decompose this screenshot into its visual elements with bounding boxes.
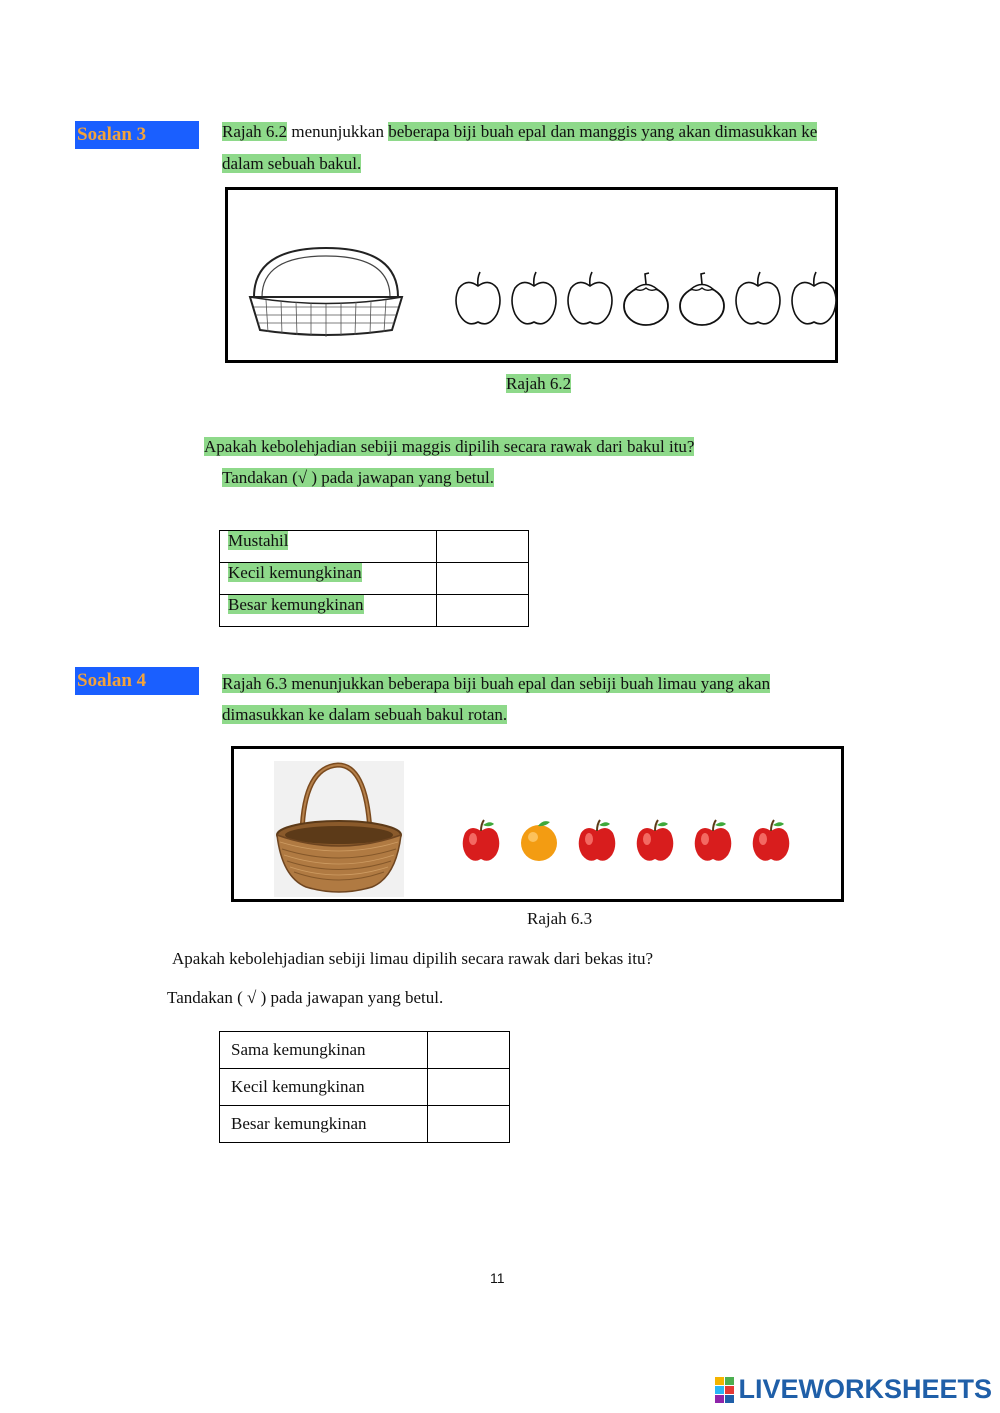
option-checkbox[interactable] [437,595,529,627]
figure-6-2 [225,187,838,363]
apple-icon [453,270,503,330]
liveworksheets-logo [715,1374,992,1405]
question-3-instruction: Tandakan (√ ) pada jawapan yang betul. [222,468,494,487]
figure-6-2-caption: Rajah 6.2 [506,374,572,393]
question-4-intro-line2: dimasukkan ke dalam sebuah bakul rotan. [222,705,508,724]
question-3-intro-line2: dalam sebuah bakul. [222,154,362,173]
option-row [220,1069,510,1106]
apple-icon [733,270,783,330]
rattan-basket-image [274,761,404,897]
red-apple-icon [751,819,791,865]
red-apple-icon [693,819,733,865]
question-3-options-table [219,530,529,627]
mangosteen-icon [677,270,727,330]
option-checkbox[interactable] [428,1106,510,1143]
option-row [220,531,529,563]
question-4-label: Soalan 4 [75,667,199,695]
mangosteen-icon [621,270,671,330]
page-number: 11 [490,1270,505,1286]
logo-grid-icon [715,1377,734,1403]
figure-6-2-fruit-row [453,270,839,330]
option-checkbox[interactable] [428,1069,510,1106]
option-label: Besar kemungkinan [220,1106,428,1143]
option-checkbox[interactable] [437,531,529,563]
option-label: Kecil kemungkinan [220,563,437,595]
question-3-intro-line1: Rajah 6.2 menunjukkan beberapa biji buah epal dan manggis yang akan dimasukkan ke [222,122,818,141]
apple-icon [509,270,559,330]
question-3-label: Soalan 3 [75,121,199,149]
red-apple-icon [635,819,675,865]
figure-6-3-fruit-row [461,819,791,865]
option-checkbox[interactable] [428,1032,510,1069]
red-apple-icon [461,819,501,865]
question-4-instruction: Tandakan ( √ ) pada jawapan yang betul. [167,988,444,1007]
option-row [220,563,529,595]
rattan-basket-icon [274,761,404,897]
basket-outline-icon [246,242,406,342]
option-label: Kecil kemungkinan [220,1069,428,1106]
option-label: Sama kemungkinan [220,1032,428,1069]
option-row [220,595,529,627]
figure-6-3-caption: Rajah 6.3 [527,909,593,928]
figure-6-3 [231,746,844,902]
option-row [220,1106,510,1143]
option-label: Mustahil [220,531,437,563]
orange-icon [519,819,559,865]
option-label: Besar kemungkinan [220,595,437,627]
brand-name: LIVEWORKSHEETS [738,1374,992,1404]
option-row [220,1032,510,1069]
question-4-options-table [219,1031,510,1143]
apple-icon [565,270,615,330]
question-3-text: Apakah kebolehjadian sebiji maggis dipilih secara rawak dari bakul itu? [204,437,695,456]
question-4-intro-line1: Rajah 6.3 menunjukkan beberapa biji buah epal dan sebiji buah limau yang akan [222,674,771,693]
apple-icon [789,270,839,330]
option-checkbox[interactable] [437,563,529,595]
question-4-text: Apakah kebolehjadian sebiji limau dipilih secara rawak dari bekas itu? [172,949,654,968]
red-apple-icon [577,819,617,865]
